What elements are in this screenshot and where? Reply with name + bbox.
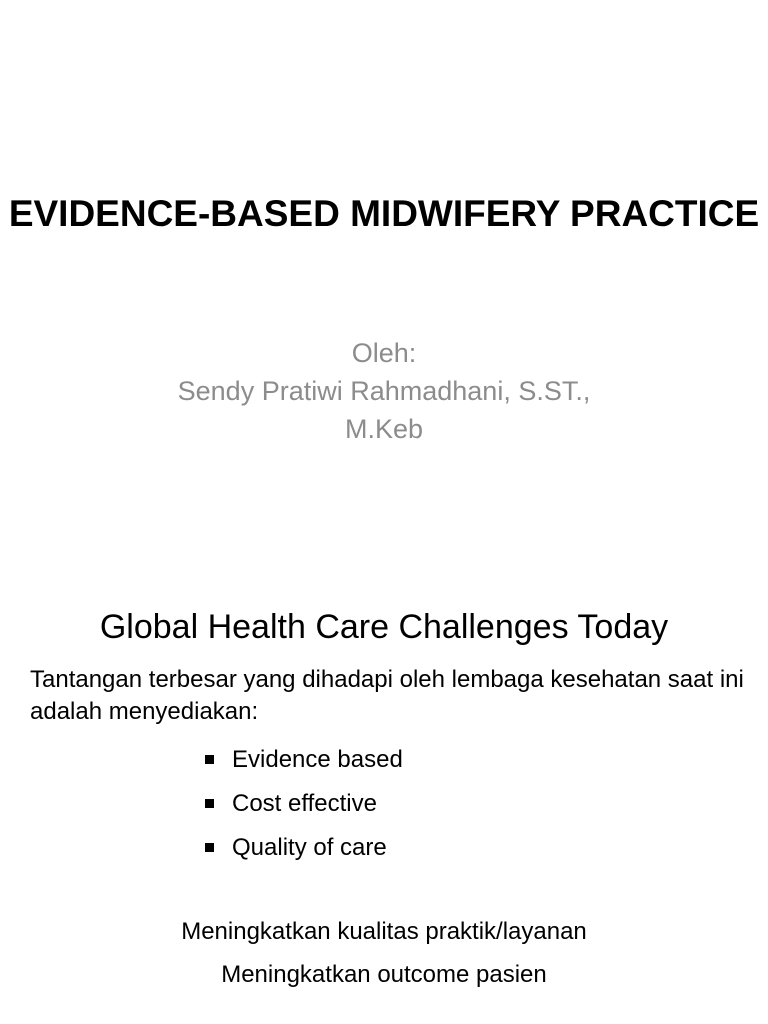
presentation-title: EVIDENCE-BASED MIDWIFERY PRACTICE xyxy=(8,193,760,234)
slide-title: Global Health Care Challenges Today xyxy=(99,608,669,646)
outcome-line: Meningkatkan kualitas praktik/layanan xyxy=(181,918,587,945)
by-label: Oleh: xyxy=(351,338,417,368)
outcome-statements xyxy=(0,910,768,996)
square-bullet-icon xyxy=(205,799,214,808)
content-slide xyxy=(0,576,768,1024)
bullet-item xyxy=(205,738,403,782)
bullet-item xyxy=(205,782,403,826)
bullet-list xyxy=(205,738,403,870)
square-bullet-icon xyxy=(205,755,214,764)
bullet-text: Quality of care xyxy=(232,834,387,861)
intro-text: Tantangan terbesar yang dihadapi oleh lembaga kesehatan saat ini adalah menyediakan: xyxy=(30,666,744,725)
bullet-text: Evidence based xyxy=(232,746,403,773)
bullet-text: Cost effective xyxy=(232,790,377,817)
author-name: Sendy Pratiwi Rahmadhani, S.ST., M.Keb xyxy=(177,376,591,444)
presenter-info xyxy=(0,334,768,448)
outcome-line: Meningkatkan outcome pasien xyxy=(221,961,547,988)
square-bullet-icon xyxy=(205,843,214,852)
bullet-item xyxy=(205,826,403,870)
